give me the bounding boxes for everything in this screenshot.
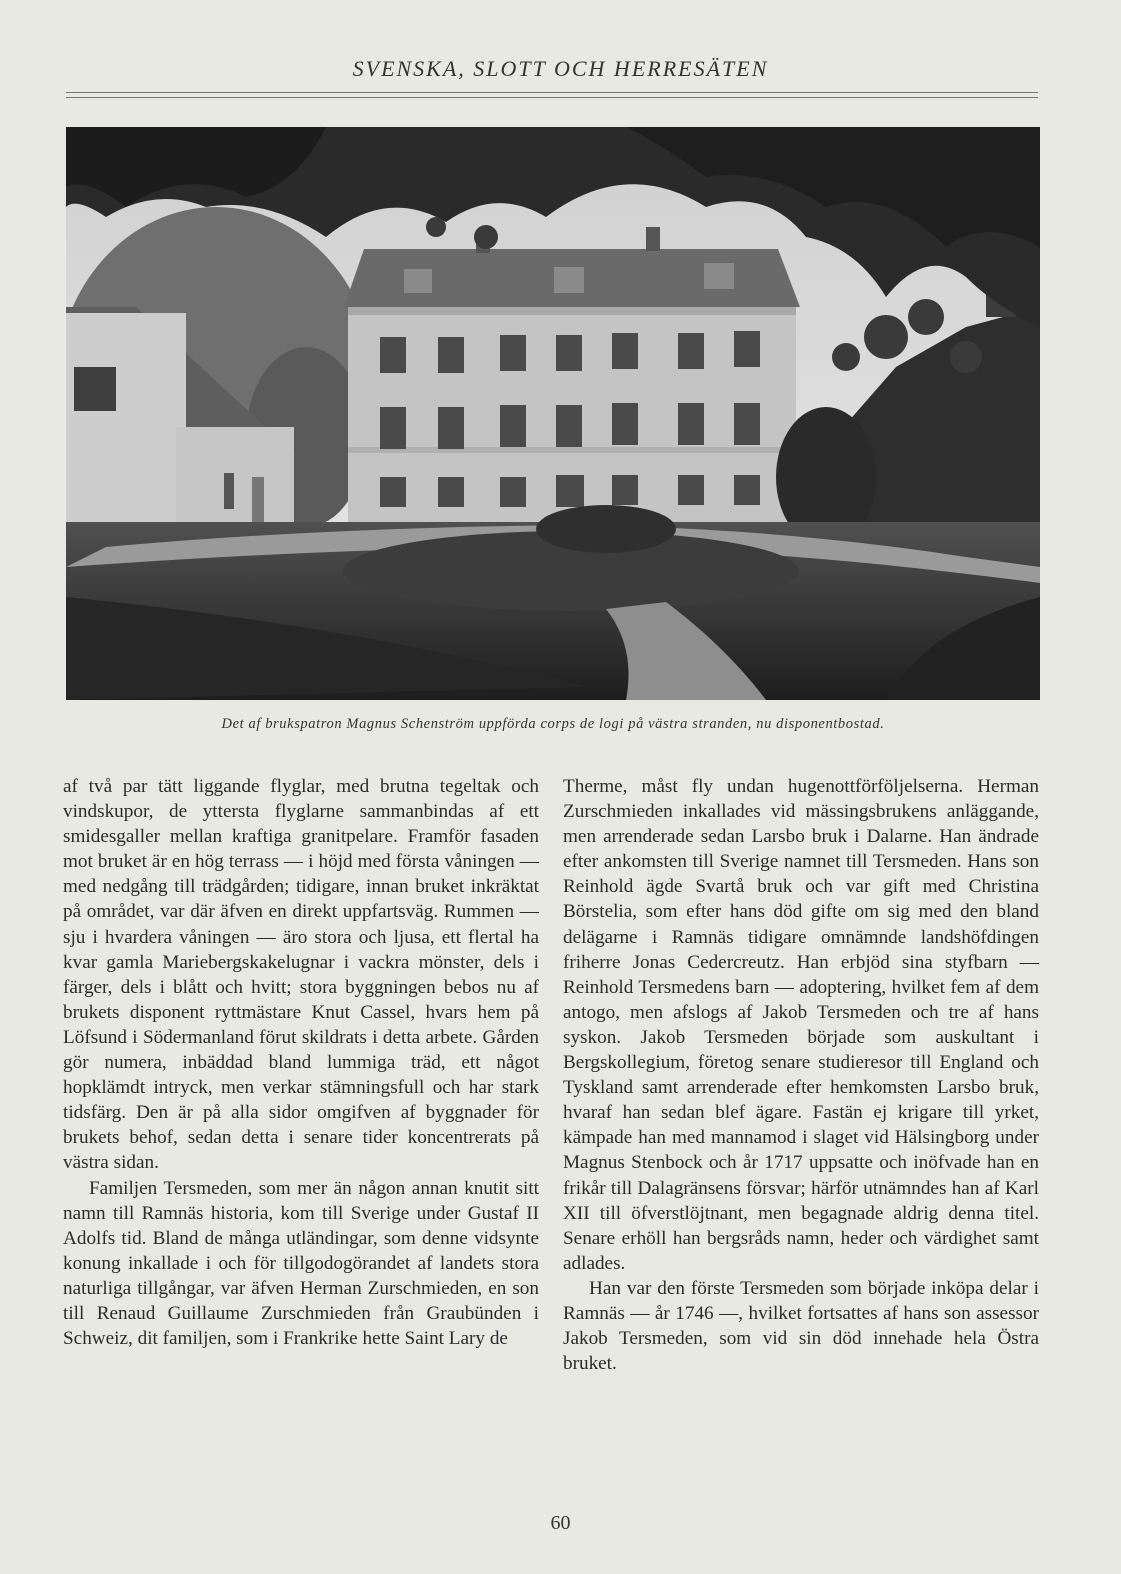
manor-photo-illustration (66, 127, 1040, 700)
right-paragraph-2: Han var den förste Tersmeden som började inköpa delar i Ramnäs — år 1746 —, hvilket fortsattes af hans son assessor Jakob Tersmeden, som vid sin död innehade hela Östra bruket. (563, 1277, 1039, 1375)
right-paragraph-1: Therme, måst fly undan hugenottförföljelserna. Herman Zurschmieden inkallades vid mässingsbrukens anläggande, men arrenderade sedan Larsbo bruk i Dalarne. Han ändrade efter ankomsten till Sverige namnet till Tersmeden. Hans son Reinhold ägde Svartå bruk och var gift med Christina Börstelia, som efter hans död gifte om sig med den bland delägarne i Ramnäs tidigare omnämnde landshöfdingen friherre Jonas Cedercreutz. Han erbjöd sina styfbarn — Reinhold Tersmedens barn — adoptering, hvilket fem af dem antogo, men afslogs af Jakob Tersmeden och tre af hans syskon. Jakob Tersmeden började som auskultant i Bergskollegium, företog senare studieresor till England och Tyskland samt arrenderade efter hemkomsten Larsbo bruk, hvaraf han sedan blef ägare. Fastän ej krigare till yrket, kämpade han med mannamod i slaget vid Hälsingborg under Magnus Stenbock och år 1717 uppsatte och inöfvade han en frikår till Dalagränsens försvar; härför utnämndes han af Karl XII till öfverstlöjtnant, men begagnade aldrig denna titel. Senare erhöll han bergsråds namn, heder och värdighet samt adlades. (563, 776, 1039, 1274)
running-title: SVENSKA, SLOTT OCH HERRESÄTEN (352, 56, 769, 81)
right-text-column (563, 774, 1039, 1376)
header-rule (66, 92, 1038, 98)
manor-photograph (66, 127, 1040, 700)
left-text-column (63, 774, 539, 1351)
figure-caption: Det af brukspatron Magnus Schenström uppförda corps de logi på västra stranden, nu disponentbostad. (221, 716, 885, 732)
left-paragraph-1: af två par tätt liggande flyglar, med brutna tegeltak och vindskupor, de yttersta flyglarne sammanbindas af ett smidesgaller mellan kraftiga granitpelare. Framför fasaden mot bruket är en hög terrass — i höjd med första våningen — med nedgång till trädgården; tidigare, innan bruket inkräktat på området, var där äfven en direkt uppfartsväg. Rummen — sju i hvardera våningen — äro stora och ljusa, ett flertal ha kvar gamla Mariebergskakelugnar i vackra mönster, dels i färger, dels i blått och hvitt; stora byggningen bebos nu af brukets disponent ryttmästare Knut Cassel, hvars hem på Löfsund i Södermanland förut skildrats i detta arbete. Gården gör numera, inbäddad bland lummiga träd, ett något hopklämdt intryck, men verkar stämningsfull och har stark tidsfärg. Den är på alla sidor omgifven af byggnader för brukets behof, sedan detta i senare tider koncentrerats på västra sidan. (63, 776, 539, 1174)
left-paragraph-2: Familjen Tersmeden, som mer än någon annan knutit sitt namn till Ramnäs historia, kom till Sverige under Gustaf II Adolfs tid. Bland de många utländingar, som denne vidsynte konung inkallade i och för tillgodogörandet af landets stora naturliga tillgångar, var äfven Herman Zurschmieden, en son till Renaud Guillaume Zurschmieden från Graubünden i Schweiz, dit familjen, som i Frankrike hette Saint Lary de (63, 1177, 539, 1350)
page-number: 60 (550, 1512, 571, 1534)
